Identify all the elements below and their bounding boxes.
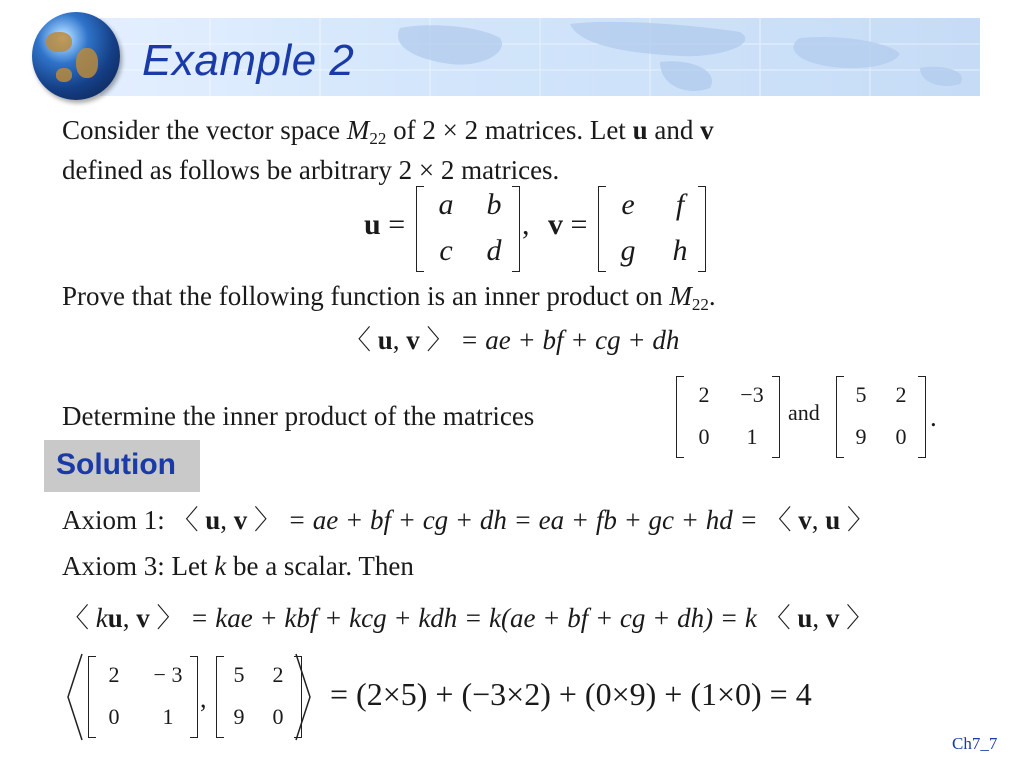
- and-word: and: [788, 400, 820, 425]
- example-matrix-2-cell: 9: [855, 424, 867, 449]
- matrix-u-cell: b: [486, 188, 502, 221]
- inner-product-definition: 〈 u, v 〉 = ae + bf + cg + dh: [344, 325, 680, 355]
- period: .: [930, 402, 937, 432]
- final-matrix-2-cell: 2: [272, 662, 284, 687]
- page-title: Example 2: [142, 36, 355, 85]
- final-matrix-1: [88, 656, 198, 738]
- matrix-v: [598, 186, 706, 272]
- matrix-u: [416, 186, 520, 272]
- matrix-v-cell: g: [620, 234, 636, 267]
- problem-line-4: Determine the inner product of the matrices: [62, 401, 535, 431]
- problem-line-1: Consider the vector space $M_{22}$ of 2 × 2 matrices. Let u and v: [62, 115, 714, 148]
- final-result: = (2×5) + (−3×2) + (0×9) + (1×0) = 4: [330, 676, 812, 712]
- axiom-3-equation: 〈 ku, v 〉 = kae + kbf + kcg + kdh = k(ae + bf + cg + dh) = k 〈 u, v 〉: [62, 603, 874, 633]
- v-definition-label: v =: [548, 208, 588, 241]
- solution-label: Solution: [56, 448, 176, 481]
- example-matrix-2-cell: 2: [895, 382, 907, 407]
- final-matrix-1-cell: 0: [108, 704, 120, 729]
- uv-separator-comma: ,: [522, 208, 530, 241]
- final-matrix-1-cell: 2: [108, 662, 120, 687]
- slide-number: Ch7_7: [952, 734, 998, 753]
- matrix-v-cell: f: [675, 188, 685, 221]
- axiom-3-line: Axiom 3: Let k be a scalar. Then: [62, 551, 414, 581]
- example-matrix-1-cell: −3: [740, 382, 764, 407]
- matrix-v-cell: h: [672, 234, 688, 267]
- axiom-1-line: Axiom 1: 〈 u, v 〉 = ae + bf + cg + dh = ea + fb + gc + hd = 〈 v, u 〉: [62, 505, 874, 535]
- globe-icon: [32, 12, 120, 100]
- example-matrix-1: [676, 376, 780, 458]
- matrix-u-cell: d: [486, 234, 502, 267]
- final-matrix-1-cell: 1: [162, 704, 174, 729]
- example-matrix-1-cell: 0: [698, 424, 710, 449]
- final-matrix-2-cell: 0: [272, 704, 284, 729]
- final-comma: ,: [200, 684, 207, 713]
- final-matrix-2-cell: 5: [233, 662, 245, 687]
- example-matrix-2-cell: 0: [895, 424, 907, 449]
- final-matrix-2-cell: 9: [233, 704, 245, 729]
- example-matrix-1-cell: 2: [698, 382, 710, 407]
- matrix-v-cell: e: [621, 188, 635, 221]
- problem-line-3: Prove that the following function is an inner product on $M_{22}$.: [62, 281, 716, 314]
- example-matrix-1-cell: 1: [746, 424, 758, 449]
- example-matrix-2: [836, 376, 926, 458]
- problem-line-2: defined as follows be arbitrary 2 × 2 matrices.: [62, 155, 560, 185]
- final-matrix-2: [216, 656, 302, 738]
- matrix-u-cell: c: [439, 234, 453, 267]
- u-definition-label: u =: [364, 208, 406, 241]
- final-matrix-1-cell: − 3: [153, 662, 183, 687]
- example-matrix-2-cell: 5: [855, 382, 867, 407]
- matrix-u-cell: a: [438, 188, 454, 221]
